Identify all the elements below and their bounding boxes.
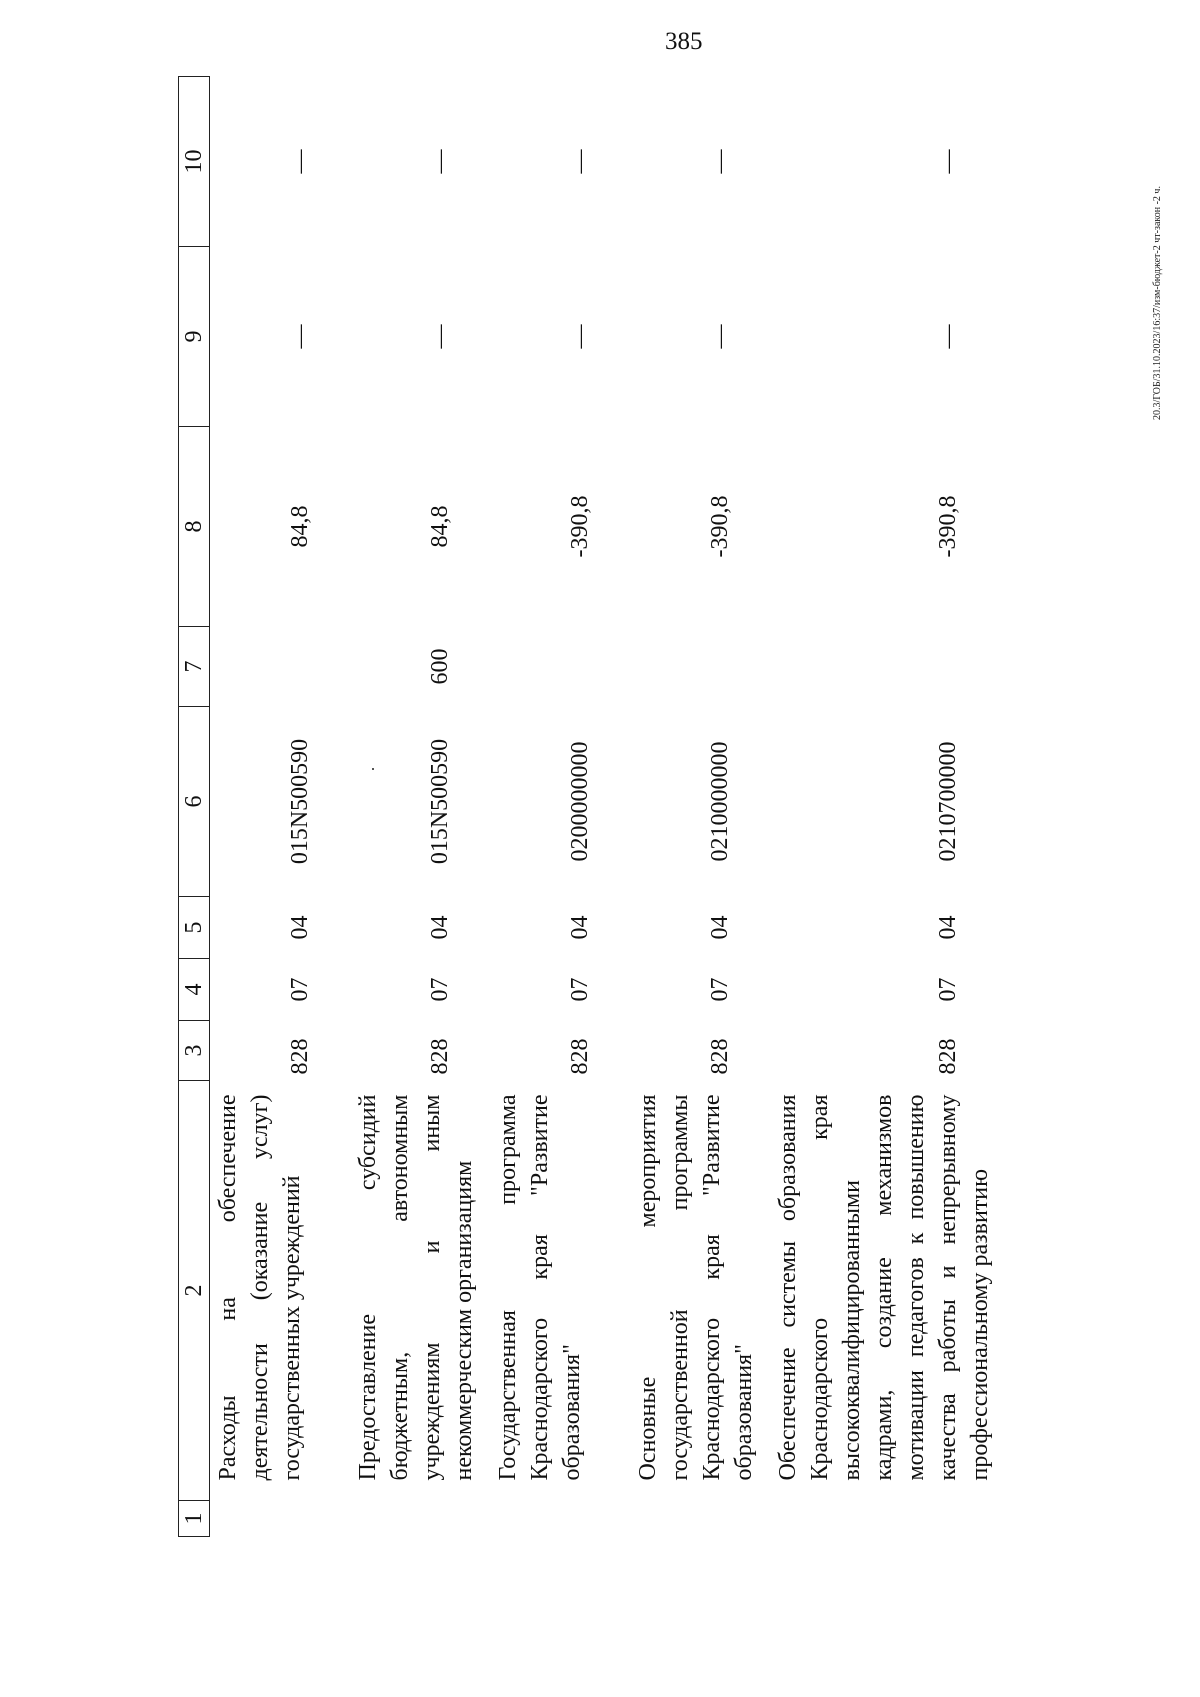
cell-subsection: 04 [287,915,313,940]
header-cell-2: 2 [179,1081,210,1501]
page-number: 385 [665,28,703,55]
cell-section: 07 [566,977,593,1002]
document-footer-code: 20.3/ГОБ/31.10.2023/16:37/изм-бюджет-2 чт-закон -2 ч. [1152,186,1163,420]
cell-section: 07 [287,977,313,1002]
cell-col9: — [566,324,593,349]
cell-col9: — [287,324,313,349]
table-row [770,77,1000,1537]
table-row [350,77,490,1537]
cell-amount: -390,8 [566,495,593,558]
cell-section: 07 [426,977,453,1002]
cell-code: 828 [426,1038,453,1075]
cell-code: 828 [934,1038,961,1075]
cell-col10: — [426,149,453,174]
cell-section: 07 [934,977,961,1002]
cell-col10: — [934,149,961,174]
cell-expense-type [490,627,630,707]
header-cell-10: 10 [179,77,210,247]
header-cell-8: 8 [179,427,210,627]
table-row [490,77,630,1537]
header-cell-7: 7 [179,627,210,707]
cell-expense-type [630,627,770,707]
header-cell-1: 1 [179,1501,210,1537]
cell-target-article: 0200000000 [566,741,593,862]
row-description: Государственная программа Краснодарского края "Развитие образования" [494,1094,585,1481]
header-cell-6: 6 [179,707,210,897]
cell-amount: 84,8 [287,505,313,548]
row-description: Предоставление субсидий бюджетным, автономным учреждениям и иным некоммерческим организациям [354,1094,477,1481]
rotated-table-frame [178,77,1038,1537]
cell-col10: — [706,149,733,174]
row-description: Основные мероприятия государственной программы Краснодарского края "Развитие образования" [634,1094,757,1481]
cell-expense-type: 600 [426,648,453,685]
cell-col9: — [706,324,733,349]
table-row [630,77,770,1537]
header-cell-5: 5 [179,897,210,959]
header-cell-9: 9 [179,247,210,427]
header-cell-3: 3 [179,1021,210,1081]
cell-target-article: 0210000000 [706,741,733,862]
row-description: Расходы на обеспечение деятельности (оказание услуг) государственных учреждений [215,1094,305,1481]
cell-col9: — [934,324,961,349]
cell-subsection: 04 [566,915,593,940]
cell-amount: 84,8 [426,505,453,548]
cell-col10: — [566,149,593,174]
cell-target-article: 015N500590 [426,738,453,865]
row-description: Обеспечение системы образования Краснодарского края высококвалифицированными кадрами, создание механизмов мотивации педагогов к повышению качества работы и непрерывному профессиональному развитию [774,1094,993,1481]
cell-subsection: 04 [706,915,733,940]
cell-code: 828 [287,1038,313,1075]
cell-code: 828 [566,1038,593,1075]
cell-target-article: 015N500590 [287,738,313,865]
table-row [210,77,350,1537]
header-row [179,77,210,1537]
cell-section: 07 [706,977,733,1002]
cell-col9: — [426,324,453,349]
cell-subsection: 04 [934,915,961,940]
cell-expense-type [770,627,1000,707]
budget-table [178,76,1000,1537]
cell-col10: — [287,149,313,174]
cell-amount: -390,8 [706,495,733,558]
cell-amount: -390,8 [934,495,961,558]
cell-target-article: 0210700000 [934,741,961,862]
cell-subsection: 04 [426,915,453,940]
cell-code: 828 [706,1038,733,1075]
cell-expense-type [210,627,350,707]
header-cell-4: 4 [179,959,210,1021]
